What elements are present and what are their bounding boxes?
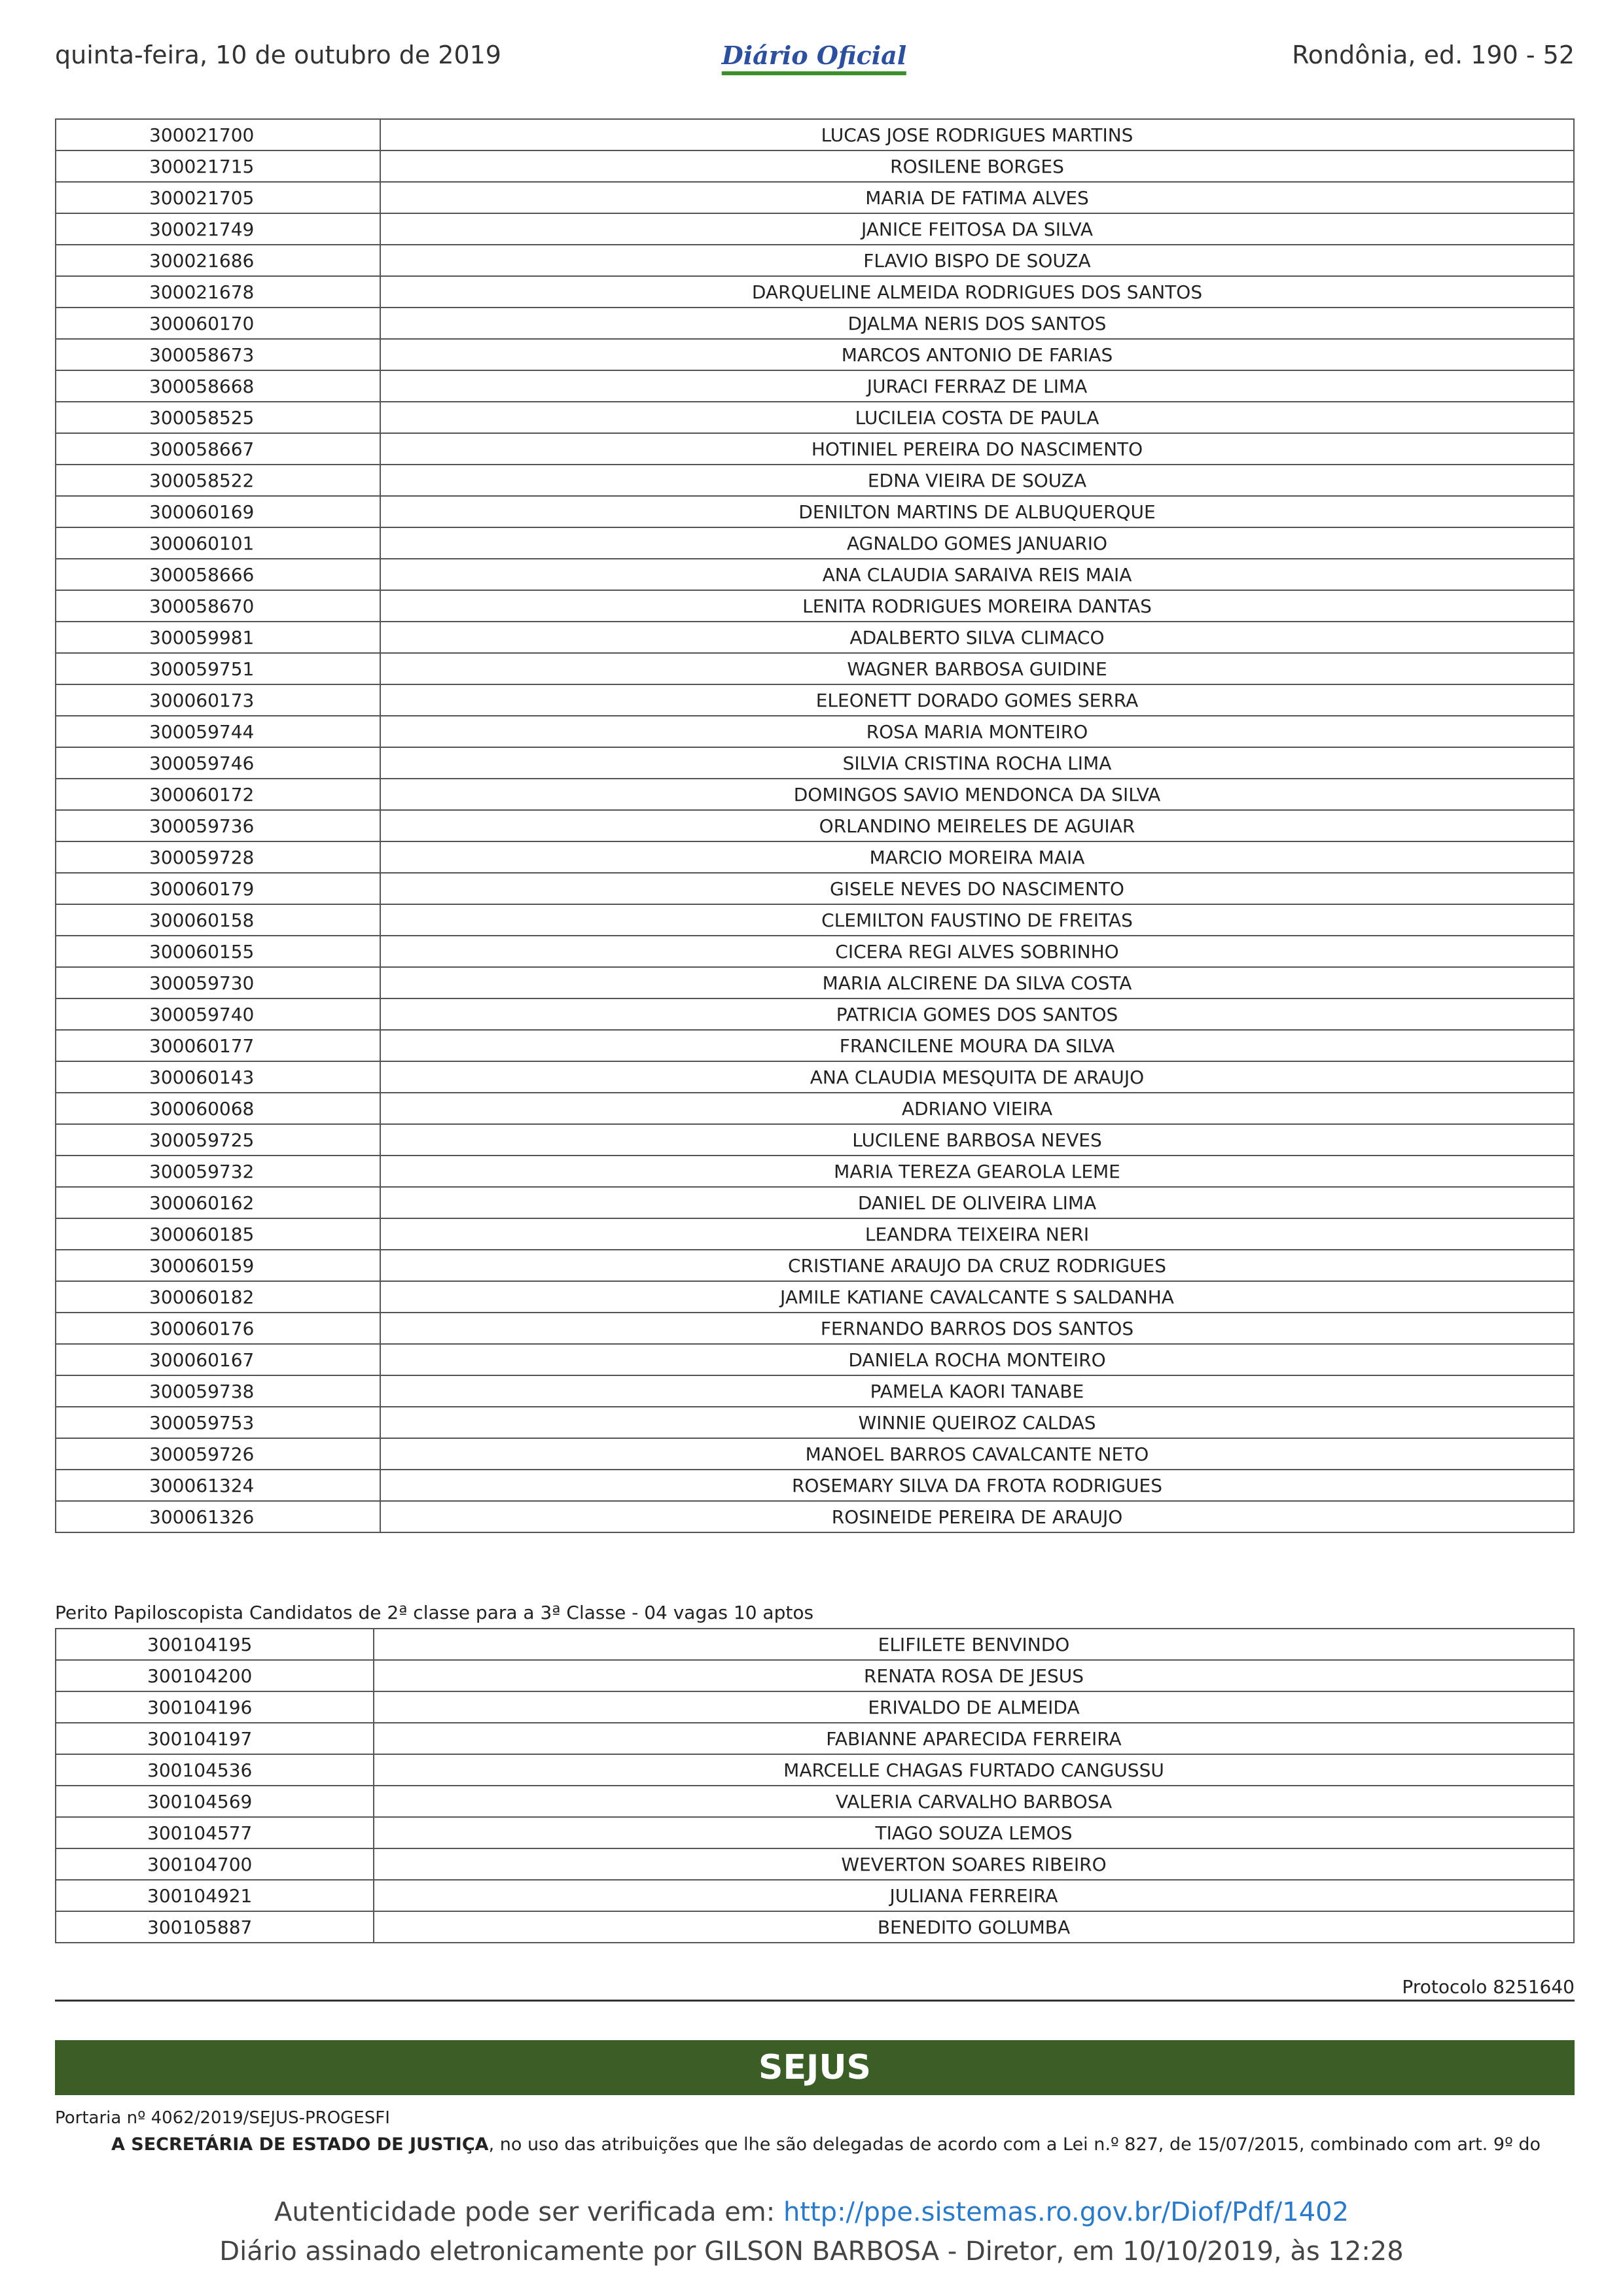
table-row — [56, 1281, 1574, 1313]
table-row — [56, 276, 1574, 308]
table-row — [56, 1691, 1574, 1723]
paragraph-bold: A SECRETÁRIA DE ESTADO DE JUSTIÇA — [111, 2134, 489, 2155]
table-row — [56, 1880, 1574, 1911]
registration-number: 300060185 — [56, 1218, 380, 1250]
registration-number: 300060068 — [56, 1093, 380, 1124]
candidate-name: MARIA ALCIRENE DA SILVA COSTA — [380, 967, 1574, 998]
table-row — [56, 810, 1574, 841]
candidate-name: WEVERTON SOARES RIBEIRO — [374, 1848, 1574, 1880]
table-row — [56, 1911, 1574, 1943]
candidate-name: ELIFILETE BENVINDO — [374, 1629, 1574, 1660]
registration-number: 300060182 — [56, 1281, 380, 1313]
table-row — [56, 936, 1574, 967]
registration-number: 300060159 — [56, 1250, 380, 1281]
registration-number: 300059736 — [56, 810, 380, 841]
registration-number: 300105887 — [56, 1911, 374, 1943]
table-row — [56, 496, 1574, 527]
table-row — [56, 245, 1574, 276]
registration-number: 300060177 — [56, 1030, 380, 1061]
table-row — [56, 213, 1574, 245]
table-row — [56, 1470, 1574, 1501]
protocol-number: Protocolo 8251640 — [1402, 1976, 1575, 1998]
candidate-name: JANICE FEITOSA DA SILVA — [380, 213, 1574, 245]
registration-number: 300060158 — [56, 904, 380, 936]
table-row — [56, 1124, 1574, 1156]
candidate-name: CLEMILTON FAUSTINO DE FREITAS — [380, 904, 1574, 936]
candidate-name: ELEONETT DORADO GOMES SERRA — [380, 684, 1574, 716]
section-divider — [55, 2000, 1575, 2002]
portaria-title: Portaria nº 4062/2019/SEJUS-PROGESFI — [55, 2108, 390, 2128]
table-row — [56, 559, 1574, 590]
table-row — [56, 182, 1574, 213]
table-row — [56, 716, 1574, 747]
table-row — [56, 339, 1574, 370]
table-row — [56, 1093, 1574, 1124]
registration-number: 300021705 — [56, 182, 380, 213]
registration-number: 300058666 — [56, 559, 380, 590]
candidate-name: ROSILENE BORGES — [380, 150, 1574, 182]
candidate-name: FLAVIO BISPO DE SOUZA — [380, 245, 1574, 276]
registration-number: 300021678 — [56, 276, 380, 308]
table-row — [56, 904, 1574, 936]
candidate-name: LUCILENE BARBOSA NEVES — [380, 1124, 1574, 1156]
candidate-name: DANIELA ROCHA MONTEIRO — [380, 1344, 1574, 1375]
table-row — [56, 119, 1574, 150]
registration-number: 300104577 — [56, 1817, 374, 1848]
candidate-name: DJALMA NERIS DOS SANTOS — [380, 308, 1574, 339]
table-row — [56, 653, 1574, 684]
page-header — [55, 41, 1575, 80]
candidate-name: MARCIO MOREIRA MAIA — [380, 841, 1574, 873]
registration-number: 300058525 — [56, 402, 380, 433]
registration-number: 300058522 — [56, 465, 380, 496]
registration-number: 300104569 — [56, 1786, 374, 1817]
table-row — [56, 1250, 1574, 1281]
registration-number: 300059746 — [56, 747, 380, 779]
candidates-table-2 — [55, 1628, 1575, 1943]
registration-number: 300061326 — [56, 1501, 380, 1532]
registration-number: 300059753 — [56, 1407, 380, 1438]
candidate-name: ROSA MARIA MONTEIRO — [380, 716, 1574, 747]
candidate-name: FABIANNE APARECIDA FERREIRA — [374, 1723, 1574, 1754]
table-row — [56, 1187, 1574, 1218]
footer-signature: Diário assinado eletronicamente por GILSON BARBOSA - Diretor, em 10/10/2019, às 12:28 — [219, 2236, 1404, 2267]
candidate-name: DENILTON MARTINS DE ALBUQUERQUE — [380, 496, 1574, 527]
registration-number: 300058673 — [56, 339, 380, 370]
registration-number: 300060155 — [56, 936, 380, 967]
candidate-name: EDNA VIEIRA DE SOUZA — [380, 465, 1574, 496]
table-row — [56, 1786, 1574, 1817]
registration-number: 300058668 — [56, 370, 380, 402]
candidate-name: FRANCILENE MOURA DA SILVA — [380, 1030, 1574, 1061]
footer-authenticity-label: Autenticidade pode ser verificada em: — [274, 2197, 783, 2227]
section-title-perito: Perito Papiloscopista Candidatos de 2ª classe para a 3ª Classe - 04 vagas 10 aptos — [55, 1602, 814, 1623]
registration-number: 300059728 — [56, 841, 380, 873]
candidate-name: CRISTIANE ARAUJO DA CRUZ RODRIGUES — [380, 1250, 1574, 1281]
section-band: SEJUS — [55, 2040, 1575, 2095]
candidate-name: MARIA TEREZA GEAROLA LEME — [380, 1156, 1574, 1187]
registration-number: 300060179 — [56, 873, 380, 904]
header-date: quinta-feira, 10 de outubro de 2019 — [55, 41, 501, 69]
candidate-name: LUCILEIA COSTA DE PAULA — [380, 402, 1574, 433]
candidate-name: JURACI FERRAZ DE LIMA — [380, 370, 1574, 402]
portaria-paragraph — [111, 2134, 1575, 2155]
table-row — [56, 1375, 1574, 1407]
table-row — [56, 1344, 1574, 1375]
candidate-name: JAMILE KATIANE CAVALCANTE S SALDANHA — [380, 1281, 1574, 1313]
candidate-name: LUCAS JOSE RODRIGUES MARTINS — [380, 119, 1574, 150]
candidate-name: GISELE NEVES DO NASCIMENTO — [380, 873, 1574, 904]
candidate-name: TIAGO SOUZA LEMOS — [374, 1817, 1574, 1848]
registration-number: 300059732 — [56, 1156, 380, 1187]
registration-number: 300059751 — [56, 653, 380, 684]
candidate-name: DANIEL DE OLIVEIRA LIMA — [380, 1187, 1574, 1218]
candidate-name: DOMINGOS SAVIO MENDONCA DA SILVA — [380, 779, 1574, 810]
table-row — [56, 1817, 1574, 1848]
registration-number: 300104196 — [56, 1691, 374, 1723]
candidate-name: DARQUELINE ALMEIDA RODRIGUES DOS SANTOS — [380, 276, 1574, 308]
candidate-name: JULIANA FERREIRA — [374, 1880, 1574, 1911]
table-row — [56, 527, 1574, 559]
table-row — [56, 1754, 1574, 1786]
table-row — [56, 1407, 1574, 1438]
candidate-name: WAGNER BARBOSA GUIDINE — [380, 653, 1574, 684]
candidate-name: ROSEMARY SILVA DA FROTA RODRIGUES — [380, 1470, 1574, 1501]
candidate-name: MARCOS ANTONIO DE FARIAS — [380, 339, 1574, 370]
candidate-name: WINNIE QUEIROZ CALDAS — [380, 1407, 1574, 1438]
candidate-name: ANA CLAUDIA SARAIVA REIS MAIA — [380, 559, 1574, 590]
table-row — [56, 1501, 1574, 1532]
brand-underline — [722, 71, 906, 75]
candidate-name: CICERA REGI ALVES SOBRINHO — [380, 936, 1574, 967]
registration-number: 300060167 — [56, 1344, 380, 1375]
registration-number: 300060143 — [56, 1061, 380, 1093]
candidates-table-1 — [55, 118, 1575, 1533]
registration-number: 300060162 — [56, 1187, 380, 1218]
registration-number: 300104921 — [56, 1880, 374, 1911]
registration-number: 300060176 — [56, 1313, 380, 1344]
registration-number: 300058667 — [56, 433, 380, 465]
registration-number: 300104197 — [56, 1723, 374, 1754]
table-row — [56, 1030, 1574, 1061]
registration-number: 300059738 — [56, 1375, 380, 1407]
brand-name: Diário Oficial — [721, 41, 907, 70]
registration-number: 300059740 — [56, 998, 380, 1030]
table-row — [56, 747, 1574, 779]
table-row — [56, 998, 1574, 1030]
registration-number: 300058670 — [56, 590, 380, 622]
candidate-name: BENEDITO GOLUMBA — [374, 1911, 1574, 1943]
registration-number: 300021686 — [56, 245, 380, 276]
table-row — [56, 967, 1574, 998]
candidate-name: ORLANDINO MEIRELES DE AGUIAR — [380, 810, 1574, 841]
brand-logo — [722, 41, 906, 75]
table-row — [56, 1660, 1574, 1691]
candidate-name: MARCELLE CHAGAS FURTADO CANGUSSU — [374, 1754, 1574, 1786]
registration-number: 300104700 — [56, 1848, 374, 1880]
table-row — [56, 308, 1574, 339]
table-row — [56, 622, 1574, 653]
candidate-name: ANA CLAUDIA MESQUITA DE ARAUJO — [380, 1061, 1574, 1093]
registration-number: 300104536 — [56, 1754, 374, 1786]
registration-number: 300060173 — [56, 684, 380, 716]
table-row — [56, 873, 1574, 904]
table-row — [56, 465, 1574, 496]
registration-number: 300059730 — [56, 967, 380, 998]
table-row — [56, 684, 1574, 716]
registration-number: 300104195 — [56, 1629, 374, 1660]
table-row — [56, 779, 1574, 810]
registration-number: 300059726 — [56, 1438, 380, 1470]
table-row — [56, 590, 1574, 622]
table-row — [56, 1848, 1574, 1880]
registration-number: 300021700 — [56, 119, 380, 150]
registration-number: 300060170 — [56, 308, 380, 339]
candidate-name: PAMELA KAORI TANABE — [380, 1375, 1574, 1407]
table-row — [56, 1218, 1574, 1250]
candidates-table-1-body — [56, 119, 1574, 1532]
table-row — [56, 150, 1574, 182]
candidate-name: MANOEL BARROS CAVALCANTE NETO — [380, 1438, 1574, 1470]
candidate-name: LEANDRA TEIXEIRA NERI — [380, 1218, 1574, 1250]
registration-number: 300104200 — [56, 1660, 374, 1691]
registration-number: 300021715 — [56, 150, 380, 182]
registration-number: 300060169 — [56, 496, 380, 527]
registration-number: 300059725 — [56, 1124, 380, 1156]
candidate-name: LENITA RODRIGUES MOREIRA DANTAS — [380, 590, 1574, 622]
candidate-name: ROSINEIDE PEREIRA DE ARAUJO — [380, 1501, 1574, 1532]
candidate-name: ADRIANO VIEIRA — [380, 1093, 1574, 1124]
candidate-name: HOTINIEL PEREIRA DO NASCIMENTO — [380, 433, 1574, 465]
candidate-name: ADALBERTO SILVA CLIMACO — [380, 622, 1574, 653]
table-row — [56, 1156, 1574, 1187]
registration-number: 300059744 — [56, 716, 380, 747]
candidate-name: ERIVALDO DE ALMEIDA — [374, 1691, 1574, 1723]
candidate-name: VALERIA CARVALHO BARBOSA — [374, 1786, 1574, 1817]
candidate-name: FERNANDO BARROS DOS SANTOS — [380, 1313, 1574, 1344]
table-row — [56, 1313, 1574, 1344]
table-row — [56, 370, 1574, 402]
candidate-name: PATRICIA GOMES DOS SANTOS — [380, 998, 1574, 1030]
table-row — [56, 841, 1574, 873]
table-row — [56, 433, 1574, 465]
candidate-name: MARIA DE FATIMA ALVES — [380, 182, 1574, 213]
table-row — [56, 402, 1574, 433]
footer-authenticity — [0, 2197, 1623, 2227]
candidate-name: AGNALDO GOMES JANUARIO — [380, 527, 1574, 559]
footer-verification-link[interactable]: http://ppe.sistemas.ro.gov.br/Diof/Pdf/1402 — [783, 2197, 1349, 2227]
candidate-name: RENATA ROSA DE JESUS — [374, 1660, 1574, 1691]
header-edition: Rondônia, ed. 190 - 52 — [1292, 41, 1575, 69]
registration-number: 300060172 — [56, 779, 380, 810]
candidates-table-2-body — [56, 1629, 1574, 1943]
paragraph-text: , no uso das atribuições que lhe são delegadas de acordo com a Lei n.º 827, de 15/07/2015, combinado com art. 9º do — [488, 2134, 1541, 2155]
registration-number: 300060101 — [56, 527, 380, 559]
registration-number: 300059981 — [56, 622, 380, 653]
table-row — [56, 1723, 1574, 1754]
registration-number: 300021749 — [56, 213, 380, 245]
table-row — [56, 1438, 1574, 1470]
table-row — [56, 1629, 1574, 1660]
registration-number: 300061324 — [56, 1470, 380, 1501]
table-row — [56, 1061, 1574, 1093]
candidate-name: SILVIA CRISTINA ROCHA LIMA — [380, 747, 1574, 779]
